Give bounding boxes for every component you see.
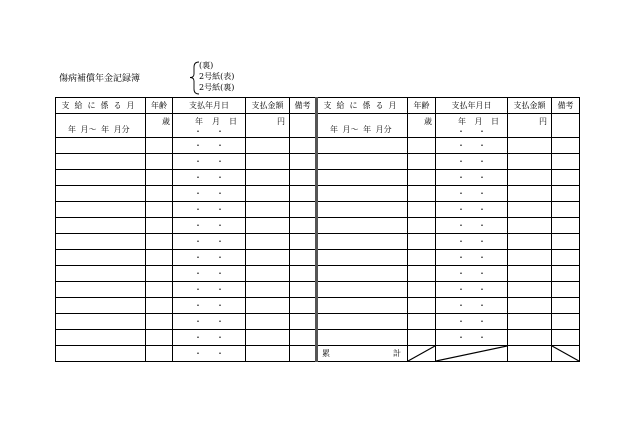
header-month: 支給に係る月 — [56, 98, 146, 114]
remarks-cell[interactable] — [552, 330, 580, 346]
amount-cell[interactable] — [246, 218, 290, 234]
remarks-cell[interactable] — [290, 138, 317, 154]
amount-cell[interactable] — [246, 282, 290, 298]
month-cell[interactable] — [317, 234, 408, 250]
amount-cell[interactable] — [246, 250, 290, 266]
age-cell[interactable] — [408, 266, 436, 282]
amount-cell[interactable] — [508, 138, 552, 154]
remarks-cell[interactable] — [290, 298, 317, 314]
header-remarks: 備考 — [552, 98, 580, 114]
age-cell[interactable]: 歳 — [408, 114, 436, 138]
remarks-cell[interactable] — [552, 170, 580, 186]
ledger-row — [56, 138, 580, 154]
month-cell[interactable] — [56, 154, 146, 170]
pay-date-cell[interactable]: ・ ・ — [173, 266, 246, 282]
remarks-cell[interactable] — [552, 154, 580, 170]
amount-cell[interactable] — [246, 202, 290, 218]
sub-label: 2号紙(表) — [199, 72, 235, 81]
header-row — [56, 98, 580, 114]
age-cell[interactable] — [146, 330, 173, 346]
remarks-cell[interactable] — [552, 250, 580, 266]
remarks-cell[interactable] — [552, 138, 580, 154]
amount-cell[interactable] — [508, 282, 552, 298]
header-remarks: 備考 — [290, 98, 317, 114]
pay-date-cell[interactable]: ・ ・ — [436, 234, 508, 250]
pay-date-cell[interactable]: ・ ・ — [436, 266, 508, 282]
ledger-row — [56, 186, 580, 202]
month-cell[interactable] — [317, 330, 408, 346]
month-cell[interactable] — [317, 138, 408, 154]
age-cell[interactable] — [146, 186, 173, 202]
month-cell[interactable] — [56, 298, 146, 314]
total-label-left: 累 — [322, 349, 330, 358]
remarks-cell[interactable] — [290, 114, 317, 138]
sub-label: (裏) — [199, 61, 214, 70]
age-cell[interactable] — [408, 202, 436, 218]
pay-date-cell[interactable]: ・ ・ — [436, 314, 508, 330]
amount-cell[interactable]: 円 — [246, 114, 290, 138]
pay-date-cell[interactable]: ・ ・ — [436, 202, 508, 218]
age-cell[interactable] — [146, 282, 173, 298]
age-cell[interactable] — [408, 282, 436, 298]
pay-date-cell[interactable]: ・ ・ — [436, 138, 508, 154]
total-pay-date-cell — [436, 346, 508, 362]
ledger-table — [55, 97, 580, 362]
total-amount-cell[interactable] — [508, 346, 552, 362]
amount-cell[interactable] — [508, 186, 552, 202]
month-cell[interactable] — [317, 154, 408, 170]
header-pay-date: 支払年月日 — [436, 98, 508, 114]
remarks-cell[interactable] — [290, 346, 317, 362]
remarks-cell[interactable] — [552, 282, 580, 298]
month-cell[interactable] — [317, 202, 408, 218]
age-cell[interactable] — [146, 170, 173, 186]
month-cell[interactable]: 年 月〜 年 月分 — [56, 114, 146, 138]
age-cell[interactable] — [408, 218, 436, 234]
amount-cell[interactable] — [246, 298, 290, 314]
pay-date-cell[interactable]: ・ ・ — [173, 154, 246, 170]
age-cell[interactable] — [408, 154, 436, 170]
total-label-right: 計 — [393, 349, 401, 358]
remarks-cell[interactable] — [290, 266, 317, 282]
amount-cell[interactable] — [246, 330, 290, 346]
month-cell[interactable] — [317, 282, 408, 298]
amount-cell[interactable] — [508, 170, 552, 186]
pay-date-cell[interactable]: ・ ・ — [173, 314, 246, 330]
ledger-row — [56, 330, 580, 346]
pay-date-cell[interactable]: ・ ・ — [173, 234, 246, 250]
pay-date-cell[interactable]: ・ ・ — [173, 330, 246, 346]
remarks-cell[interactable] — [290, 170, 317, 186]
header-age: 年齢 — [408, 98, 436, 114]
amount-cell[interactable] — [246, 138, 290, 154]
age-cell[interactable] — [408, 298, 436, 314]
age-cell[interactable] — [146, 154, 173, 170]
remarks-cell[interactable] — [552, 234, 580, 250]
month-cell[interactable] — [56, 266, 146, 282]
age-cell[interactable] — [146, 298, 173, 314]
pay-date-cell[interactable]: ・ ・ — [436, 250, 508, 266]
pay-date-cell[interactable]: ・ ・ — [436, 218, 508, 234]
pay-date-cell[interactable]: ・ ・ — [173, 250, 246, 266]
total-remarks-cell — [552, 346, 580, 362]
month-cell[interactable] — [56, 170, 146, 186]
remarks-cell[interactable] — [290, 154, 317, 170]
pay-date-cell[interactable]: ・ ・ — [436, 170, 508, 186]
month-cell[interactable] — [56, 186, 146, 202]
remarks-cell[interactable] — [290, 282, 317, 298]
amount-cell[interactable]: 円 — [508, 114, 552, 138]
month-cell[interactable] — [56, 314, 146, 330]
first-data-row — [56, 114, 580, 138]
age-cell[interactable] — [146, 346, 173, 362]
pay-date-cell[interactable]: ・ ・ — [173, 346, 246, 362]
ledger-row — [56, 314, 580, 330]
diagonal-strike — [436, 346, 507, 361]
month-cell[interactable] — [56, 202, 146, 218]
month-cell[interactable] — [317, 314, 408, 330]
pay-date-cell[interactable]: ・ ・ — [173, 282, 246, 298]
amount-cell[interactable] — [246, 154, 290, 170]
header-month: 支給に係る月 — [317, 98, 408, 114]
pay-date-cell[interactable]: ・ ・ — [173, 186, 246, 202]
month-cell[interactable] — [317, 298, 408, 314]
amount-cell[interactable] — [508, 314, 552, 330]
pay-date-cell[interactable]: ・ ・ — [173, 170, 246, 186]
age-cell[interactable] — [146, 218, 173, 234]
month-cell[interactable] — [317, 266, 408, 282]
age-cell[interactable] — [408, 170, 436, 186]
diagonal-strike — [408, 346, 435, 361]
sub-label: 2号紙(裏) — [199, 83, 235, 92]
age-cell[interactable] — [408, 250, 436, 266]
remarks-cell[interactable] — [552, 202, 580, 218]
month-cell[interactable] — [56, 234, 146, 250]
remarks-cell[interactable] — [552, 266, 580, 282]
amount-cell[interactable] — [246, 170, 290, 186]
month-cell[interactable] — [317, 250, 408, 266]
age-cell[interactable] — [408, 138, 436, 154]
pay-date-cell[interactable]: ・ ・ — [173, 202, 246, 218]
pay-date-cell[interactable]: ・ ・ — [436, 298, 508, 314]
age-cell[interactable] — [146, 138, 173, 154]
amount-cell[interactable] — [508, 154, 552, 170]
month-cell[interactable] — [56, 282, 146, 298]
remarks-cell[interactable] — [552, 114, 580, 138]
month-cell[interactable] — [317, 218, 408, 234]
diagonal-strike — [552, 346, 579, 361]
ledger-row — [56, 154, 580, 170]
amount-cell[interactable] — [508, 202, 552, 218]
pay-date-cell[interactable]: 年 月 日 ・ ・ — [173, 114, 246, 138]
ledger-row — [56, 282, 580, 298]
age-cell[interactable] — [408, 186, 436, 202]
ledger-row — [56, 346, 580, 362]
amount-cell[interactable] — [508, 218, 552, 234]
remarks-cell[interactable] — [290, 314, 317, 330]
ledger-row — [56, 234, 580, 250]
month-cell[interactable] — [317, 186, 408, 202]
total-age-cell — [408, 346, 436, 362]
remarks-cell[interactable] — [552, 298, 580, 314]
header-pay-date: 支払年月日 — [173, 98, 246, 114]
age-cell[interactable] — [146, 314, 173, 330]
month-cell[interactable] — [56, 218, 146, 234]
remarks-cell[interactable] — [290, 202, 317, 218]
form-sub-labels — [199, 60, 234, 93]
total-label-cell — [317, 346, 408, 362]
remarks-cell[interactable] — [552, 218, 580, 234]
month-cell[interactable] — [56, 250, 146, 266]
amount-cell[interactable] — [508, 330, 552, 346]
pay-date-cell[interactable]: ・ ・ — [436, 282, 508, 298]
age-cell[interactable]: 歳 — [146, 114, 173, 138]
amount-cell[interactable] — [508, 266, 552, 282]
amount-cell[interactable] — [246, 234, 290, 250]
ledger-row — [56, 298, 580, 314]
pay-date-cell[interactable]: ・ ・ — [173, 298, 246, 314]
pay-date-cell[interactable]: ・ ・ — [436, 330, 508, 346]
age-cell[interactable] — [146, 250, 173, 266]
remarks-cell[interactable] — [552, 314, 580, 330]
pay-date-cell[interactable]: 年 月 日 ・ ・ — [436, 114, 508, 138]
remarks-cell[interactable] — [290, 186, 317, 202]
ledger-row — [56, 202, 580, 218]
month-cell[interactable] — [317, 170, 408, 186]
pay-date-cell[interactable]: ・ ・ — [173, 218, 246, 234]
remarks-cell[interactable] — [290, 218, 317, 234]
amount-cell[interactable] — [246, 314, 290, 330]
age-cell[interactable] — [408, 314, 436, 330]
month-cell[interactable] — [56, 138, 146, 154]
pay-date-cell[interactable]: ・ ・ — [436, 154, 508, 170]
month-cell[interactable] — [56, 330, 146, 346]
pay-date-cell[interactable]: ・ ・ — [173, 138, 246, 154]
ledger-row — [56, 218, 580, 234]
amount-cell[interactable] — [246, 346, 290, 362]
header-age: 年齢 — [146, 98, 173, 114]
amount-cell[interactable] — [246, 186, 290, 202]
header-amount: 支払金額 — [508, 98, 552, 114]
ledger-row — [56, 266, 580, 282]
amount-cell[interactable] — [246, 266, 290, 282]
age-cell[interactable] — [408, 234, 436, 250]
amount-cell[interactable] — [508, 250, 552, 266]
remarks-cell[interactable] — [290, 330, 317, 346]
brace-icon — [59, 61, 205, 95]
ledger-row — [56, 250, 580, 266]
ledger-row — [56, 170, 580, 186]
form-title: 傷病補償年金記録簿 — [59, 74, 141, 84]
amount-cell[interactable] — [508, 234, 552, 250]
month-cell[interactable]: 年 月〜 年 月分 — [317, 114, 408, 138]
remarks-cell[interactable] — [552, 186, 580, 202]
age-cell[interactable] — [146, 202, 173, 218]
month-cell[interactable] — [56, 346, 146, 362]
amount-cell[interactable] — [508, 298, 552, 314]
age-cell[interactable] — [146, 234, 173, 250]
age-cell[interactable] — [408, 330, 436, 346]
header-amount: 支払金額 — [246, 98, 290, 114]
age-cell[interactable] — [146, 266, 173, 282]
pay-date-cell[interactable]: ・ ・ — [436, 186, 508, 202]
remarks-cell[interactable] — [290, 234, 317, 250]
remarks-cell[interactable] — [290, 250, 317, 266]
